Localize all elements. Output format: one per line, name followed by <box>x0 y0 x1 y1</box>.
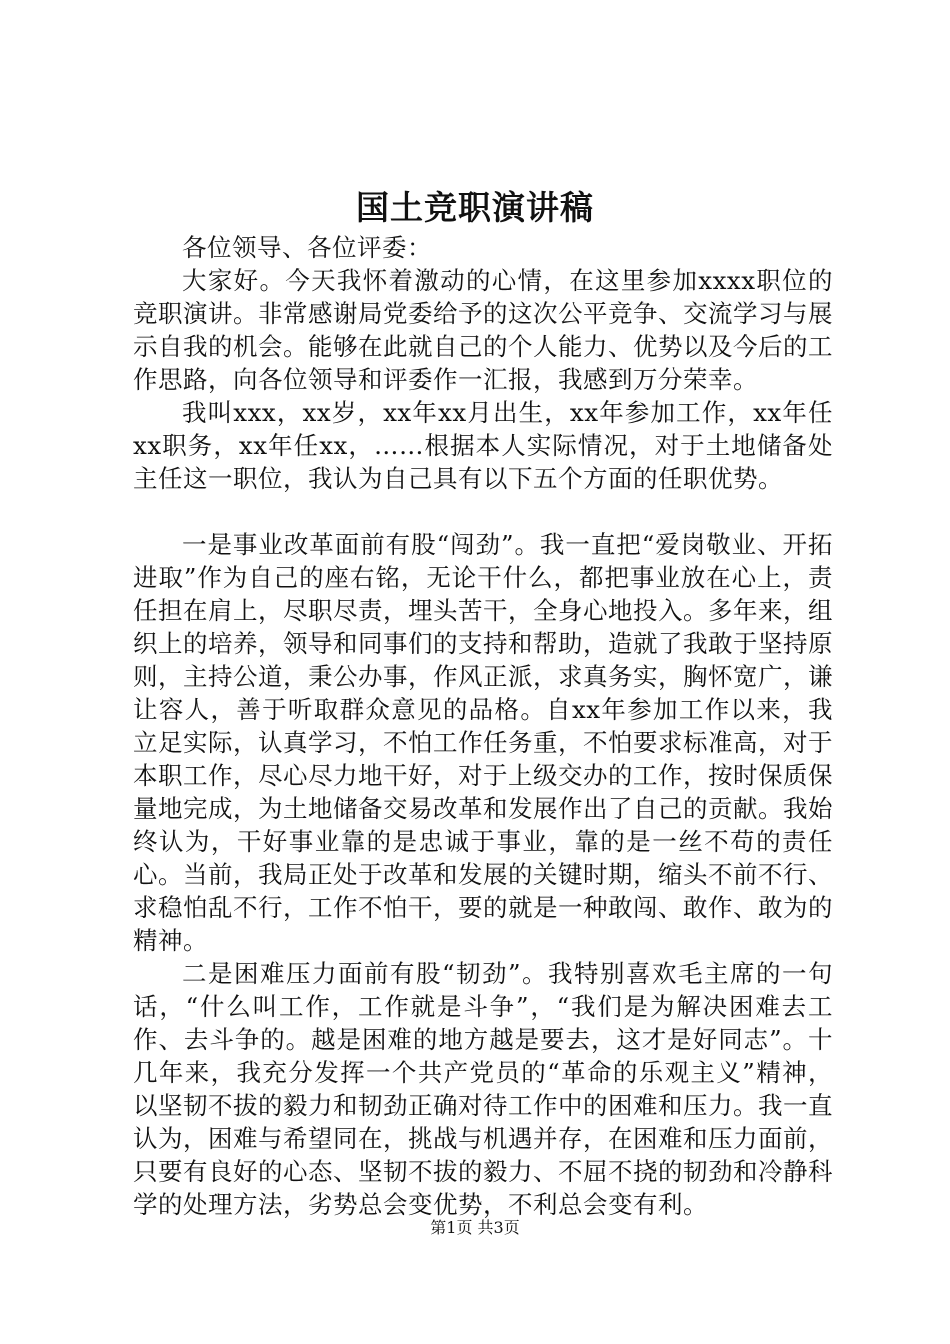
document-title: 国土竞职演讲稿 <box>356 188 594 227</box>
salutation-paragraph: 各位领导、各位评委： <box>182 233 432 262</box>
self-introduction-paragraph: 我叫xxx，xx岁，xx年xx月出生，xx年参加工作，xx年任xx职务，xx年任xx，……根据本人实际情况，对于土地储备处主任这一职位，我认为自己具有以下五个方面的任职优势。 <box>133 398 833 493</box>
advantage-one-paragraph: 一是事业改革面前有股“闯劲”。我一直把“爱岗敬业、开拓进取”作为自己的座右铭，无论干什么，都把事业放在心上，责任担在肩上，尽职尽责，埋头苦干，全身心地投入。多年来，组织上的培养，领导和同事们的支持和帮助，造就了我敢于坚持原则，主持公道，秉公办事，作风正派，求真务实，胸怀宽广，谦让容人，善于听取群众意见的品格。自xx年参加工作以来，我立足实际，认真学习，不怕工作任务重，不怕要求标准高，对于本职工作，尽心尽力地干好，对于上级交办的工作，按时保质保量地完成，为土地储备交易改革和发展作出了自己的贡献。我始终认为，干好事业靠的是忠诚于事业，靠的是一丝不苟的责任心。当前，我局正处于改革和发展的关键时期，缩头不前不行、求稳怕乱不行，工作不怕干，要的就是一种敢闯、敢作、敢为的精神。 <box>133 530 833 955</box>
advantage-two-paragraph: 二是困难压力面前有股“韧劲”。我特别喜欢毛主席的一句话，“什么叫工作，工作就是斗争”，“我们是为解决困难去工作、去斗争的。越是困难的地方越是要去，这才是好同志”。十几年来，我充分发挥一个共产党员的“革命的乐观主义”精神，以坚韧不拔的毅力和韧劲正确对待工作中的困难和压力。我一直认为，困难与希望同在，挑战与机遇并存，在困难和压力面前，只要有良好的心态、坚韧不拔的毅力、不屈不挠的韧劲和冷静科学的处理方法，劣势总会变优势，不利总会变有利。 <box>133 959 833 1219</box>
page-number-footer: 第1页 共3页 <box>430 1218 520 1237</box>
greeting-paragraph: 大家好。今天我怀着激动的心情，在这里参加xxxx职位的竞职演讲。非常感谢局党委给予的这次公平竞争、交流学习与展示自我的机会。能够在此就自己的个人能力、优势以及今后的工作思路，向各位领导和评委作一汇报，我感到万分荣幸。 <box>133 266 833 394</box>
document-body <box>133 231 833 1221</box>
